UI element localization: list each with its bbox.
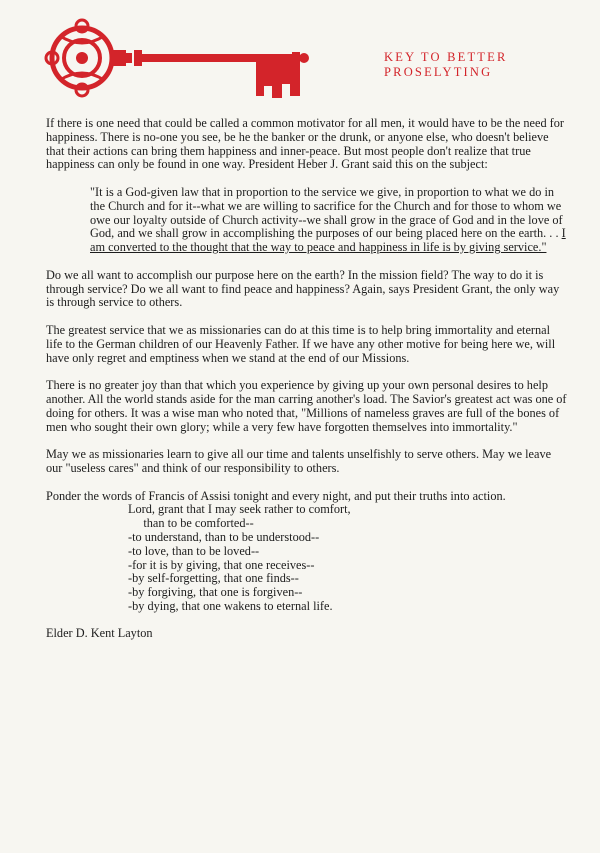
- paragraph-greatest-service: The greatest service that we as missionaries can do at this time is to help bring immortality and eternal life to the German children of our Heavenly Father. If we have any other motive for being here we, will have only regret and emptiness when we stand at the end of our Missions.: [46, 322, 556, 365]
- grant-quote: [90, 186, 568, 255]
- prayer-line: -to understand, than to be understood--: [128, 529, 320, 544]
- prayer-line: -by self-forgetting, that one finds--: [128, 571, 299, 586]
- paragraph-intro: If there is one need that could be called a common motivator for all men, it would have to be the need for happiness. There is no-one you see, be he the banker or the drunk, or anyone else, who doesn't believe that their actions can bring them happiness and inner-peace. But most people don't realize that true happiness can only be found in one way. President Heber J. Grant said this on the subject:: [46, 116, 565, 172]
- prayer-line: -to love, than to be loved--: [128, 543, 260, 558]
- skeleton-key-icon: [38, 14, 338, 108]
- paragraph-ponder: Ponder the words of Francis of Assisi tonight and every night, and put their truths into action.: [46, 488, 506, 503]
- prayer-line: Lord, grant that I may seek rather to comfort,: [128, 502, 351, 517]
- quote-text: "It is a God-given law that in proportion to the service we give, in proportion to what we do in the Church and for it--what we are willing to sacrifice for the Church and for those to whom we owe our loyalty outside of Church activity--we shall grow in the grace of God and in the love of God, and we shall grow in accomplishing the purposes of our being placed here on the earth. . .: [90, 184, 563, 241]
- title-line-2: PROSELYTING: [384, 65, 493, 79]
- prayer-line: than to be comforted--: [128, 516, 254, 531]
- paragraph-purpose: Do we all want to accomplish our purpose here on the earth? In the mission field? The way to do it is through service? Do we all want to find peace and happiness? Again, says President Grant, the only way is through service to others.: [46, 267, 560, 310]
- document-body: [46, 117, 568, 641]
- prayer-block: [128, 503, 568, 613]
- paragraph-missionaries: May we as missionaries learn to give all our time and talents unselfishly to serve others. May we leave our "useless cares" and think of our responsibility to others.: [46, 447, 552, 475]
- signature: Elder D. Kent Layton: [46, 626, 153, 641]
- prayer-line: -for it is by giving, that one receives--: [128, 557, 315, 572]
- prayer-line: -by forgiving, that one is forgiven--: [128, 585, 303, 600]
- quote-underlined-text: I am converted to the thought that the way to peace and happiness in life is by giving service.": [90, 226, 566, 255]
- title-line-1: KEY TO BETTER: [384, 50, 508, 64]
- paragraph-joy: There is no greater joy than that which you experience by giving up your own personal desires to help another. All the world stands aside for the man carring another's load. The Savior's greatest act was one of doing for others. It was a wise man who noted that, "Millions of nameless graves are full of the bones of men who sought their own glory; while a very few have forgotten themselves into immortality.": [46, 378, 567, 434]
- prayer-line: -by dying, that one wakens to eternal life.: [128, 598, 333, 613]
- page-title: [384, 50, 508, 80]
